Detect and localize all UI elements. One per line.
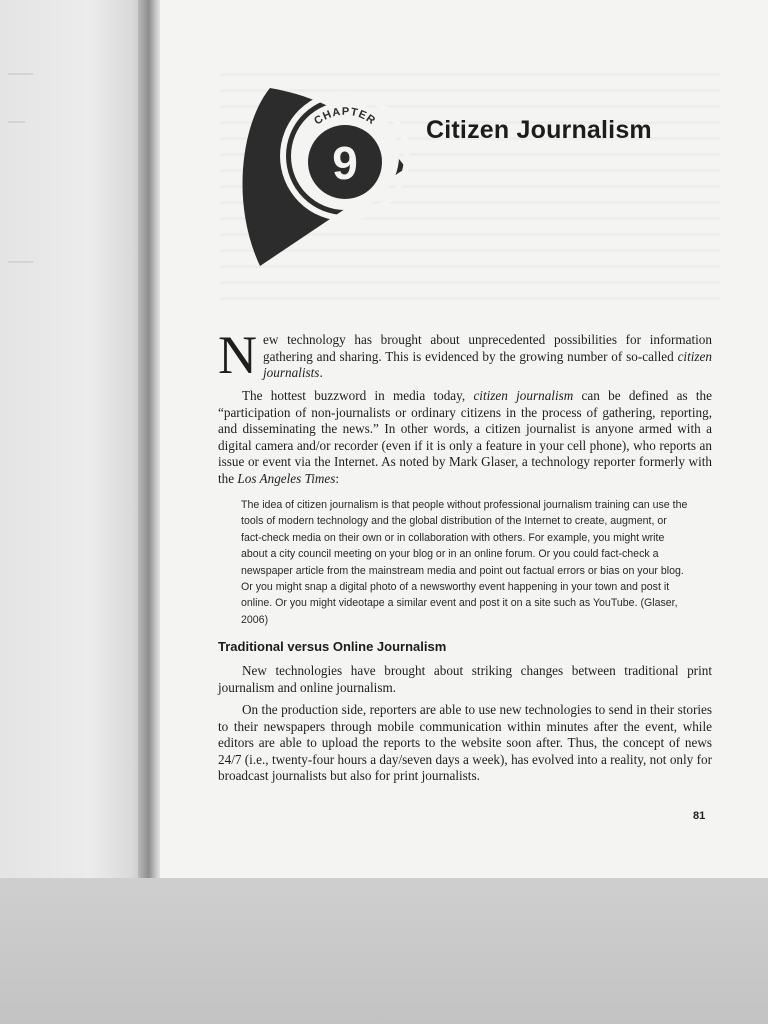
section-paragraph-2 [218, 702, 712, 785]
book-gutter [138, 0, 162, 878]
section-paragraph-1 [218, 663, 712, 696]
chapter-number: 9 [332, 137, 358, 189]
para2-text-2: can be defined as the “participation of non-journalists or ordinary citizens in the process of gathering, reporting, and disseminating the news.” In other words, a citizen journalist is anyone armed with a digital camera and/or recorder (even if it is only a feature in your cell phone), who reports an issue or event via the Internet. As noted by Mark Glaser, a technology reporter formerly with the [218, 388, 712, 486]
section-heading: Traditional versus Online Journalism [218, 639, 447, 654]
intro-italic: citizen journalists [263, 348, 712, 380]
para2-text-3: : [335, 470, 340, 486]
bleed-through-mark: ▁▁ [8, 111, 25, 123]
block-quote: The idea of citizen journalism is that people without professional journalism training can use the tools of modern technology and the global distribution of the Internet to create, augment, or fact-check media on their own or in collaboration with others. For example, you might write about a city council meeting on your blog or in an online forum. Or you could fact-check a newspaper article from the mainstream media and point out factual errors or bias on your blog. Or you might snap a digital photo of a newsworthy event happening in your town and post it online. Or you might videotape a similar event and post it on a site such as YouTube. (Glaser, 2006) [241, 499, 688, 626]
bleed-through-mark: ▁▁▁ [8, 251, 34, 263]
definition-paragraph [218, 388, 712, 487]
intro-end: . [319, 365, 323, 380]
page-number: 81 [693, 810, 706, 822]
chapter-title: Citizen Journalism [426, 116, 652, 144]
drop-cap: N [218, 325, 257, 385]
scanner-background [0, 875, 768, 1024]
left-page-edge [0, 0, 150, 878]
intro-text: ew technology has brought about unprecedented possibilities for information gathering and sharing. This is evidenced by the growing number of so-called [263, 332, 712, 364]
bleed-through-mark: ▁▁▁ [8, 63, 34, 75]
section-paragraph-2-text: On the production side, reporters are able to use new technologies to send in their stories to their newspapers through mobile communication within minutes after the event, while editors are able to upload the reports to the website soon after. Thus, the concept of news 24/7 (i.e., twenty-four hours a day/seven days a week), has evolved into a reality, not only for broadcast journalists but also for print journalists. [218, 702, 712, 783]
intro-paragraph [218, 325, 712, 385]
para2-italic-2: Los Angeles Times [237, 470, 336, 486]
section-paragraph-1-text: New technologies have brought about striking changes between traditional print journalism and online journalism. [218, 663, 712, 695]
chapter-label: CHAPTER [312, 105, 378, 128]
para2-text-1: The hottest buzzword in media today, [242, 388, 474, 403]
para2-italic-1: citizen journalism [473, 388, 574, 403]
chapter-emblem [230, 82, 410, 272]
